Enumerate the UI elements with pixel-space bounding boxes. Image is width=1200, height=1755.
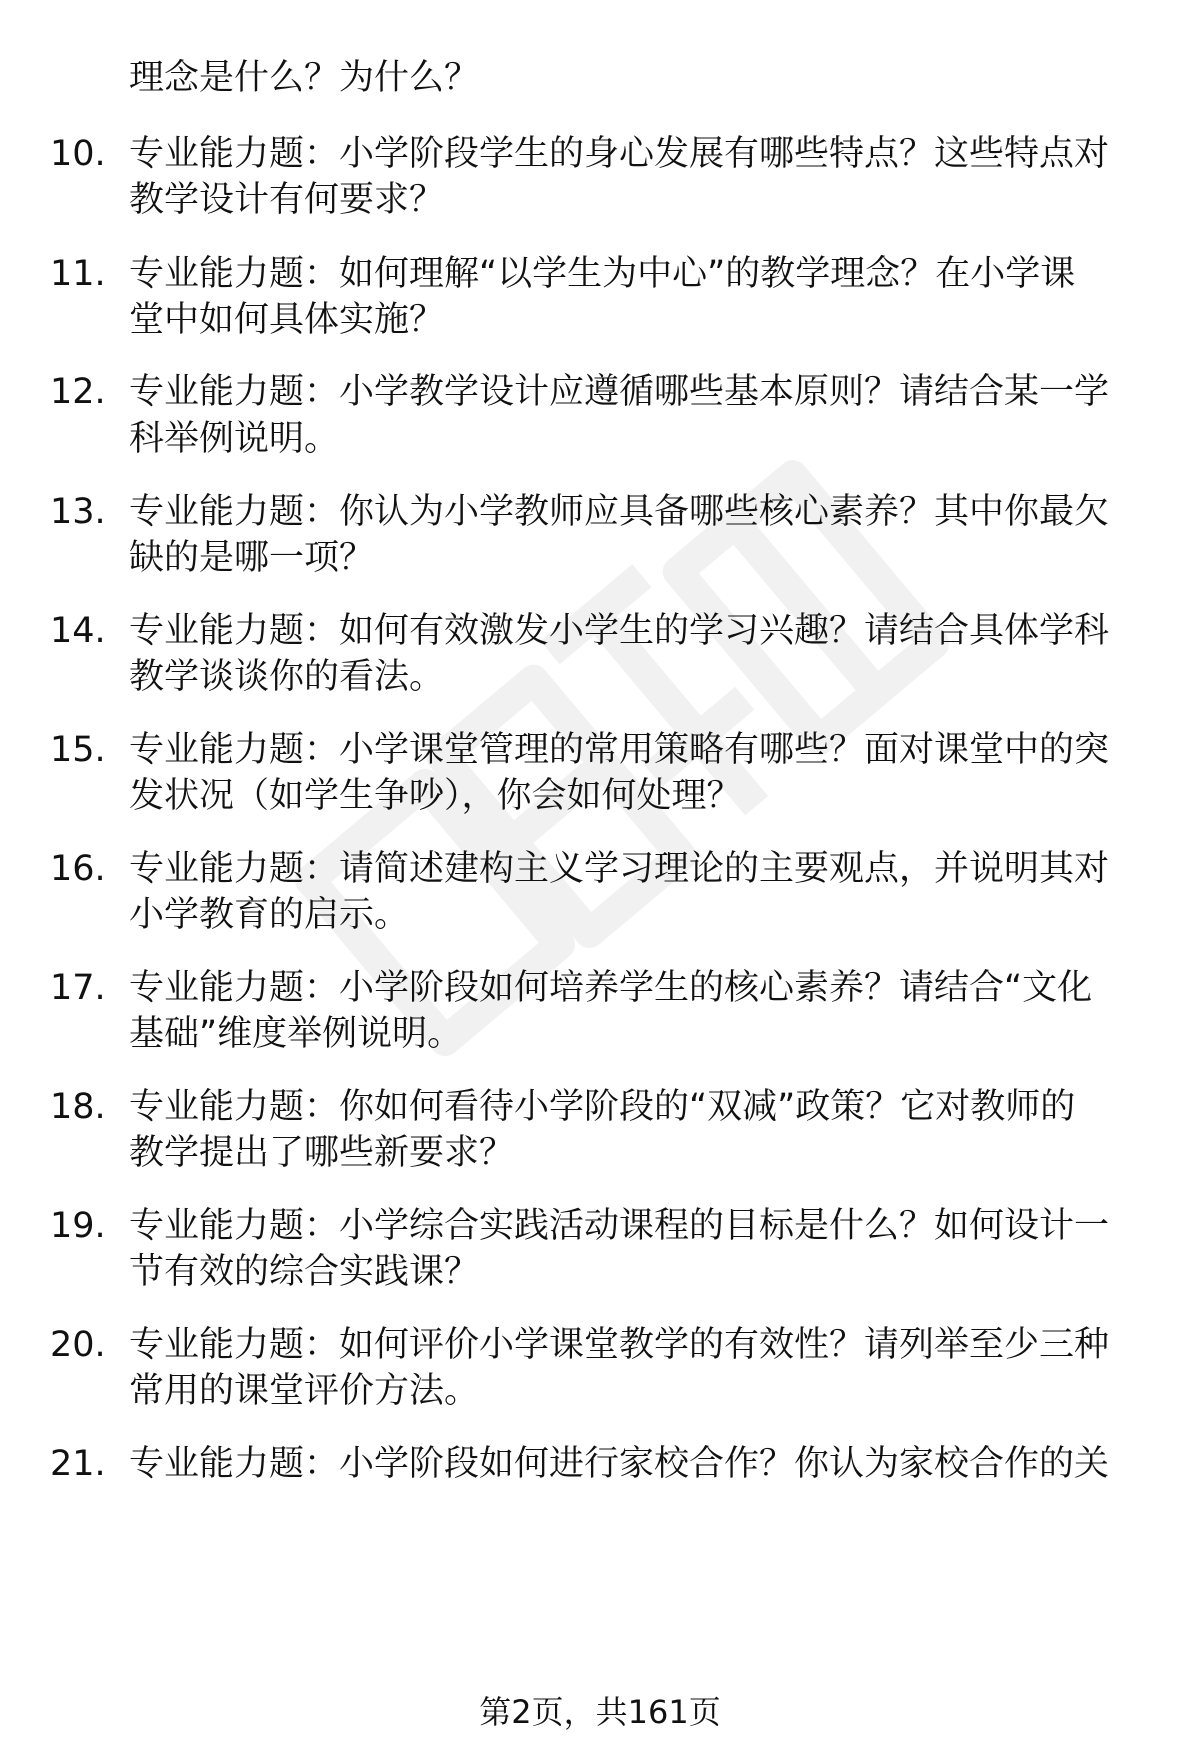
question-text-line1: 专业能力题：小学阶段如何培养学生的核心素养？请结合“文化 [129,968,1093,1008]
question-number: 21. [50,1444,106,1484]
question-text-line1: 专业能力题：如何有效激发小学生的学习兴趣？请结合具体学科 [129,611,1110,651]
question-text-line2: 基础”维度举例说明。 [129,1014,463,1054]
question-number: 15. [50,730,106,770]
question-number: 18. [50,1087,106,1127]
question-number: 16. [50,849,106,889]
question-text-line2: 科举例说明。 [129,419,340,459]
question-number: 10. [50,134,106,174]
question-text-line2: 常用的课堂评价方法。 [129,1371,480,1411]
question-text-line2: 节有效的综合实践课？ [129,1252,480,1292]
question-text-line1: 专业能力题：小学阶段学生的身心发展有哪些特点？这些特点对 [129,134,1110,174]
question-number: 12. [50,372,106,412]
question-text-line1: 专业能力题：请简述建构主义学习理论的主要观点，并说明其对 [129,849,1110,889]
question-text-line1: 专业能力题：如何理解“以学生为中心”的教学理念？在小学课 [129,254,1076,294]
question-number: 13. [50,492,106,532]
question-text-line2: 教学提出了哪些新要求？ [129,1133,515,1173]
question-text-line2: 缺的是哪一项？ [129,538,375,578]
question-text-line2: 教学谈谈你的看法。 [129,657,445,697]
question-text-line1: 专业能力题：你如何看待小学阶段的“双减”政策？它对教师的 [129,1087,1076,1127]
question-number: 14. [50,611,106,651]
question-text-line1: 专业能力题：小学教学设计应遵循哪些基本原则？请结合某一学 [129,372,1110,412]
question-text-line1: 专业能力题：如何评价小学课堂教学的有效性？请列举至少三种 [129,1325,1110,1365]
continuation-line: 理念是什么？为什么？ [129,58,480,98]
question-text-line2: 教学设计有何要求？ [129,180,445,220]
question-number: 20. [50,1325,106,1365]
question-text-line2: 小学教育的启示。 [129,895,410,935]
question-text-line1: 专业能力题：小学课堂管理的常用策略有哪些？面对课堂中的突 [129,730,1110,770]
question-text-line2: 发状况（如学生争吵），你会如何处理？ [129,776,742,816]
question-number: 17. [50,968,106,1008]
question-number: 19. [50,1206,106,1246]
question-text-line1: 专业能力题：小学综合实践活动课程的目标是什么？如何设计一 [129,1206,1110,1246]
question-text-line1: 专业能力题：你认为小学教师应具备哪些核心素养？其中你最欠 [129,492,1110,532]
question-number: 11. [50,254,106,294]
question-text-line1: 专业能力题：小学阶段如何进行家校合作？你认为家校合作的关 [129,1444,1110,1484]
question-text-line2: 堂中如何具体实施？ [129,300,445,340]
page-footer: 第2页，共161页 [479,1693,721,1731]
